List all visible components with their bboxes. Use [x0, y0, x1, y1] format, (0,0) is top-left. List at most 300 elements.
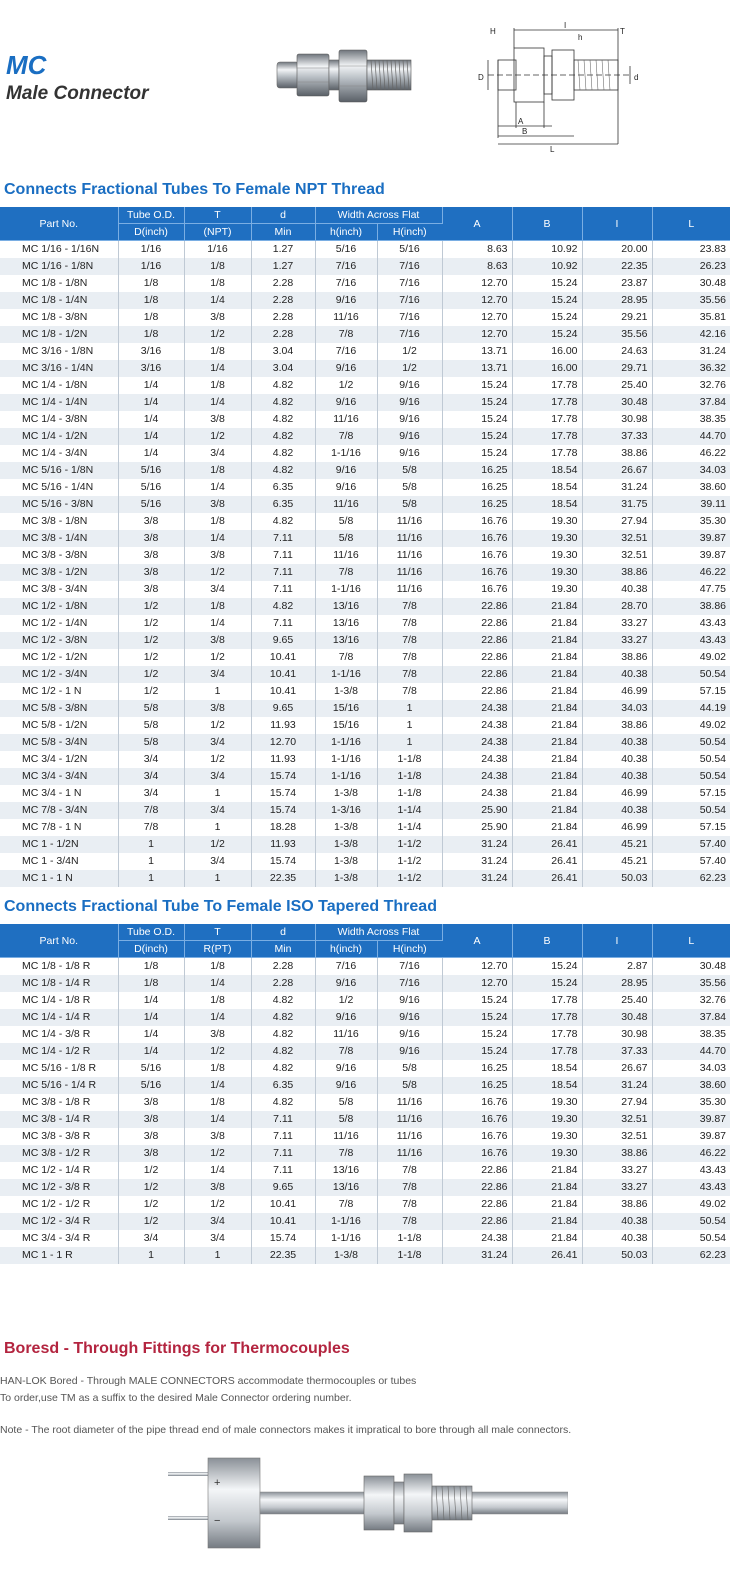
- table-row: [0, 992, 730, 1009]
- table-row: [0, 802, 730, 819]
- table-cell: 21.84: [512, 1230, 582, 1247]
- table-row: [0, 819, 730, 836]
- table-cell: 40.38: [582, 751, 652, 768]
- table-row: [0, 411, 730, 428]
- table-cell: 3/4: [184, 1230, 251, 1247]
- table-cell: 18.54: [512, 1060, 582, 1077]
- table-cell: 1/2: [184, 1145, 251, 1162]
- table-cell: 7/8: [377, 649, 442, 666]
- table-cell: 16.76: [442, 1111, 512, 1128]
- table-cell: 3/4: [184, 666, 251, 683]
- table-cell: 1/2: [118, 1196, 184, 1213]
- table-cell: 32.51: [582, 530, 652, 547]
- table-cell: 39.87: [652, 547, 730, 564]
- table-cell: 5/16: [118, 1060, 184, 1077]
- table-cell: 1/8: [118, 958, 184, 976]
- table-cell: 16.76: [442, 1145, 512, 1162]
- table-cell: 1/8: [184, 275, 251, 292]
- table-cell: 5/8: [377, 462, 442, 479]
- table-cell: 9/16: [315, 360, 377, 377]
- table-cell: 44.19: [652, 700, 730, 717]
- table-cell: 11/16: [377, 581, 442, 598]
- table-cell: 5/8: [118, 734, 184, 751]
- table-cell: MC 5/16 - 1/8N: [0, 462, 118, 479]
- table-cell: 3/4: [118, 785, 184, 802]
- table-cell: 2.28: [251, 309, 315, 326]
- table-cell: 5/8: [377, 1077, 442, 1094]
- table-cell: 7/16: [315, 343, 377, 360]
- table-cell: 4.82: [251, 1060, 315, 1077]
- table-cell: 3/8: [118, 547, 184, 564]
- col-b: B: [512, 924, 582, 958]
- table-cell: 16.76: [442, 564, 512, 581]
- table-cell: 9/16: [377, 445, 442, 462]
- bored-section-title: Boresd - Through Fittings for Thermocouples: [4, 1340, 350, 1357]
- table-cell: 1/2: [315, 377, 377, 394]
- table-cell: 7/16: [377, 292, 442, 309]
- table-cell: 23.87: [582, 275, 652, 292]
- table-cell: 24.38: [442, 768, 512, 785]
- table-cell: 50.54: [652, 1230, 730, 1247]
- table-row: [0, 258, 730, 275]
- col-d-unit: Min: [251, 224, 315, 241]
- table-cell: 7/8: [377, 1196, 442, 1213]
- table-cell: 15.24: [442, 1009, 512, 1026]
- table-cell: 18.54: [512, 1077, 582, 1094]
- table-cell: 50.54: [652, 802, 730, 819]
- table-cell: 40.38: [582, 734, 652, 751]
- table-cell: 1-1/16: [315, 581, 377, 598]
- table-cell: 15.24: [512, 958, 582, 976]
- table-cell: 1/8: [184, 598, 251, 615]
- table-cell: 40.38: [582, 802, 652, 819]
- table-cell: 9/16: [315, 1060, 377, 1077]
- table-cell: 10.92: [512, 241, 582, 259]
- table-cell: 38.86: [582, 717, 652, 734]
- table-cell: MC 7/8 - 3/4N: [0, 802, 118, 819]
- table-cell: 13.71: [442, 360, 512, 377]
- table-cell: MC 5/16 - 1/8 R: [0, 1060, 118, 1077]
- table-cell: 1-1/8: [377, 1230, 442, 1247]
- table-cell: 1/4: [184, 1111, 251, 1128]
- table-cell: 1-3/8: [315, 819, 377, 836]
- table-cell: 3.04: [251, 360, 315, 377]
- table-row: [0, 1213, 730, 1230]
- table-cell: MC 3/8 - 1/8N: [0, 513, 118, 530]
- table-cell: 16.76: [442, 547, 512, 564]
- table-cell: 3/8: [118, 1094, 184, 1111]
- table-cell: 25.90: [442, 819, 512, 836]
- table-cell: 17.78: [512, 377, 582, 394]
- table-cell: 1-1/2: [377, 853, 442, 870]
- table-row: [0, 377, 730, 394]
- table-cell: 1.27: [251, 258, 315, 275]
- table-row: [0, 1247, 730, 1264]
- table-cell: 4.82: [251, 598, 315, 615]
- table-cell: 33.27: [582, 1179, 652, 1196]
- table-cell: 7/8: [377, 615, 442, 632]
- col-b: B: [512, 207, 582, 241]
- table-cell: 1/8: [118, 309, 184, 326]
- table-row: [0, 275, 730, 292]
- table-cell: 22.86: [442, 666, 512, 683]
- table-cell: 4.82: [251, 1026, 315, 1043]
- table-cell: 17.78: [512, 428, 582, 445]
- table-cell: 15.24: [442, 428, 512, 445]
- col-d: d: [251, 924, 315, 941]
- drawing-label-B: B: [522, 127, 528, 136]
- table-cell: 38.86: [582, 445, 652, 462]
- table-cell: MC 5/16 - 1/4N: [0, 479, 118, 496]
- table-cell: 40.38: [582, 768, 652, 785]
- table-cell: 39.87: [652, 1111, 730, 1128]
- table-cell: 10.41: [251, 683, 315, 700]
- table-cell: 3/8: [184, 309, 251, 326]
- table-cell: 11/16: [315, 547, 377, 564]
- table-cell: 5/8: [118, 700, 184, 717]
- table-cell: 22.86: [442, 1162, 512, 1179]
- table-cell: 15.24: [442, 445, 512, 462]
- table-cell: 1: [377, 734, 442, 751]
- table-cell: 1-1/8: [377, 768, 442, 785]
- col-t: T: [184, 207, 251, 224]
- table-cell: 11/16: [315, 1026, 377, 1043]
- npt-section-title: Connects Fractional Tubes To Female NPT Thread: [4, 181, 385, 198]
- dimension-drawing: [470, 20, 650, 158]
- table-row: [0, 496, 730, 513]
- drawing-label-H: H: [490, 27, 496, 36]
- table-cell: 1/4: [184, 530, 251, 547]
- table-cell: 1: [184, 785, 251, 802]
- table-cell: 9/16: [315, 292, 377, 309]
- table-cell: 9.65: [251, 1179, 315, 1196]
- table-cell: 1/4: [184, 615, 251, 632]
- table-cell: 15.74: [251, 853, 315, 870]
- table-row: [0, 394, 730, 411]
- table-cell: 1/2: [184, 1043, 251, 1060]
- table-cell: 1/2: [118, 1213, 184, 1230]
- col-h-big: H(inch): [377, 941, 442, 958]
- table-cell: 35.56: [652, 292, 730, 309]
- table-cell: 15.74: [251, 785, 315, 802]
- table-cell: 7.11: [251, 1145, 315, 1162]
- table-row: [0, 1077, 730, 1094]
- table-cell: 1/2: [118, 632, 184, 649]
- table-cell: 31.24: [442, 1247, 512, 1264]
- table-cell: 1/4: [184, 1162, 251, 1179]
- table-cell: 1/8: [184, 258, 251, 275]
- table-cell: 1: [118, 836, 184, 853]
- table-cell: MC 1/2 - 1/8N: [0, 598, 118, 615]
- table-cell: 31.24: [442, 870, 512, 887]
- table-cell: 1/4: [184, 1077, 251, 1094]
- table-cell: 6.35: [251, 479, 315, 496]
- table-cell: 9/16: [377, 394, 442, 411]
- table-cell: 5/16: [118, 479, 184, 496]
- table-cell: 1/8: [184, 462, 251, 479]
- table-cell: MC 3/8 - 3/4N: [0, 581, 118, 598]
- table-cell: MC 3/4 - 3/4N: [0, 768, 118, 785]
- table-cell: 9/16: [315, 479, 377, 496]
- table-cell: MC 1/16 - 1/16N: [0, 241, 118, 259]
- table-cell: 26.41: [512, 1247, 582, 1264]
- table-cell: 1/2: [315, 992, 377, 1009]
- table-cell: 37.84: [652, 394, 730, 411]
- table-cell: 15/16: [315, 700, 377, 717]
- table-cell: 9/16: [377, 428, 442, 445]
- table-cell: 7/16: [315, 958, 377, 976]
- table-cell: 9/16: [315, 462, 377, 479]
- table-cell: 11/16: [315, 309, 377, 326]
- table-cell: 3/8: [118, 1128, 184, 1145]
- table-cell: 28.95: [582, 975, 652, 992]
- table-cell: 15.24: [442, 1043, 512, 1060]
- table-row: [0, 1179, 730, 1196]
- table-cell: 19.30: [512, 564, 582, 581]
- table-cell: 7.11: [251, 530, 315, 547]
- table-cell: 23.83: [652, 241, 730, 259]
- table-cell: 16.25: [442, 496, 512, 513]
- drawing-label-A: A: [518, 117, 524, 126]
- table-cell: 9/16: [315, 1077, 377, 1094]
- table-cell: 1-1/8: [377, 1247, 442, 1264]
- col-part-no: Part No.: [0, 924, 118, 958]
- table-cell: 57.15: [652, 819, 730, 836]
- table-cell: 19.30: [512, 513, 582, 530]
- table-cell: 46.99: [582, 785, 652, 802]
- table-cell: 16.00: [512, 360, 582, 377]
- table-cell: 24.38: [442, 717, 512, 734]
- table-cell: 1-1/16: [315, 445, 377, 462]
- table-cell: 4.82: [251, 411, 315, 428]
- table-row: [0, 615, 730, 632]
- table-cell: 3/4: [184, 581, 251, 598]
- table-cell: 7/8: [315, 326, 377, 343]
- table-row: [0, 343, 730, 360]
- table-cell: 9.65: [251, 700, 315, 717]
- table-cell: 7/8: [377, 1213, 442, 1230]
- table-cell: 5/8: [315, 1111, 377, 1128]
- table-cell: 22.86: [442, 615, 512, 632]
- col-a: A: [442, 924, 512, 958]
- table-cell: 1/2: [118, 683, 184, 700]
- table-cell: 30.48: [652, 958, 730, 976]
- table-cell: 3/8: [118, 564, 184, 581]
- table-cell: 21.84: [512, 717, 582, 734]
- table-cell: MC 5/8 - 3/8N: [0, 700, 118, 717]
- col-width-across-flat: Width Across Flat: [315, 207, 442, 224]
- table-cell: 1-3/8: [315, 870, 377, 887]
- table-cell: 50.54: [652, 1213, 730, 1230]
- table-cell: 38.60: [652, 479, 730, 496]
- table-cell: 1-3/8: [315, 683, 377, 700]
- table-cell: 21.84: [512, 683, 582, 700]
- table-cell: 3/4: [184, 1213, 251, 1230]
- table-cell: 16.76: [442, 530, 512, 547]
- table-cell: 7/16: [377, 309, 442, 326]
- table-cell: 62.23: [652, 1247, 730, 1264]
- table-cell: 2.28: [251, 958, 315, 976]
- table-row: [0, 683, 730, 700]
- table-cell: 19.30: [512, 1094, 582, 1111]
- table-cell: 12.70: [442, 275, 512, 292]
- table-cell: 24.38: [442, 1230, 512, 1247]
- table-cell: 46.22: [652, 564, 730, 581]
- table-cell: 1/2: [118, 598, 184, 615]
- table-row: [0, 1111, 730, 1128]
- table-cell: 16.25: [442, 462, 512, 479]
- table-cell: 32.51: [582, 547, 652, 564]
- col-i: I: [582, 924, 652, 958]
- table-cell: 4.82: [251, 428, 315, 445]
- table-row: [0, 836, 730, 853]
- col-tube-od: Tube O.D.: [118, 207, 184, 224]
- table-cell: 45.21: [582, 853, 652, 870]
- table-cell: 7/8: [377, 683, 442, 700]
- table-cell: 3/8: [184, 632, 251, 649]
- table-cell: 3/4: [118, 1230, 184, 1247]
- table-cell: 19.30: [512, 530, 582, 547]
- table-cell: MC 1/16 - 1/8N: [0, 258, 118, 275]
- table-row: [0, 428, 730, 445]
- table-cell: 11/16: [315, 496, 377, 513]
- table-cell: 3/16: [118, 343, 184, 360]
- table-cell: 13/16: [315, 615, 377, 632]
- table-cell: 15.24: [512, 975, 582, 992]
- table-cell: MC 3/8 - 1/8 R: [0, 1094, 118, 1111]
- table-cell: MC 1/8 - 1/4N: [0, 292, 118, 309]
- table-cell: 1/8: [184, 992, 251, 1009]
- table-cell: 13/16: [315, 1179, 377, 1196]
- table-cell: 5/8: [377, 496, 442, 513]
- table-cell: 1/4: [184, 394, 251, 411]
- table-cell: 1-1/8: [377, 751, 442, 768]
- table-cell: 31.75: [582, 496, 652, 513]
- table-cell: 1-3/8: [315, 1247, 377, 1264]
- table-cell: 38.86: [582, 564, 652, 581]
- table-cell: MC 5/8 - 3/4N: [0, 734, 118, 751]
- table-cell: 1/4: [118, 1009, 184, 1026]
- table-cell: 22.35: [251, 1247, 315, 1264]
- table-cell: MC 3/8 - 1/4 R: [0, 1111, 118, 1128]
- table-cell: 50.54: [652, 768, 730, 785]
- table-cell: MC 1/2 - 1/4 R: [0, 1162, 118, 1179]
- table-cell: 3/4: [184, 445, 251, 462]
- table-cell: 7/8: [315, 428, 377, 445]
- table-cell: 19.30: [512, 1145, 582, 1162]
- table-cell: 9/16: [377, 1009, 442, 1026]
- drawing-label-I: I: [564, 21, 567, 30]
- table-cell: 1-1/8: [377, 785, 442, 802]
- table-cell: 2.28: [251, 275, 315, 292]
- table-row: [0, 1162, 730, 1179]
- table-cell: 57.15: [652, 683, 730, 700]
- table-cell: 11/16: [377, 564, 442, 581]
- table-cell: 1/4: [118, 445, 184, 462]
- table-cell: 3/4: [184, 802, 251, 819]
- table-cell: 3/8: [184, 496, 251, 513]
- table-row: [0, 292, 730, 309]
- table-cell: 1-1/4: [377, 819, 442, 836]
- table-cell: 21.84: [512, 1162, 582, 1179]
- table-row: [0, 241, 730, 259]
- table-cell: 19.30: [512, 547, 582, 564]
- table-cell: 1/2: [184, 836, 251, 853]
- col-tube-od-unit: D(inch): [118, 941, 184, 958]
- product-code: MC: [6, 50, 47, 80]
- table-cell: 5/8: [377, 1060, 442, 1077]
- table-cell: 1/2: [118, 615, 184, 632]
- table-cell: 7/8: [118, 819, 184, 836]
- table-cell: 15.24: [512, 292, 582, 309]
- table-cell: 15.24: [442, 377, 512, 394]
- table-cell: 22.35: [251, 870, 315, 887]
- npt-table-header: [0, 207, 730, 241]
- table-cell: 1/2: [118, 1162, 184, 1179]
- thermocouple-illustration: [168, 1448, 568, 1570]
- npt-spec-table: [0, 207, 730, 887]
- table-cell: 1/4: [118, 428, 184, 445]
- table-cell: 27.94: [582, 513, 652, 530]
- table-cell: 11.93: [251, 836, 315, 853]
- table-cell: 7/8: [377, 1179, 442, 1196]
- table-cell: 7/8: [315, 1196, 377, 1213]
- table-cell: 1-3/16: [315, 802, 377, 819]
- table-cell: 22.86: [442, 683, 512, 700]
- table-cell: 50.54: [652, 734, 730, 751]
- table-cell: 38.35: [652, 1026, 730, 1043]
- table-cell: 5/16: [118, 462, 184, 479]
- table-row: [0, 734, 730, 751]
- table-cell: 17.78: [512, 992, 582, 1009]
- table-cell: 15.24: [442, 992, 512, 1009]
- table-cell: 1/16: [118, 258, 184, 275]
- table-cell: 1.27: [251, 241, 315, 259]
- table-cell: 1-3/8: [315, 836, 377, 853]
- table-cell: 39.87: [652, 530, 730, 547]
- table-cell: MC 1/4 - 1/4 R: [0, 1009, 118, 1026]
- table-cell: 50.54: [652, 666, 730, 683]
- table-cell: 21.84: [512, 598, 582, 615]
- table-cell: 46.22: [652, 1145, 730, 1162]
- table-cell: 1: [184, 1247, 251, 1264]
- table-row: [0, 598, 730, 615]
- table-cell: 3/4: [184, 853, 251, 870]
- col-h-small: h(inch): [315, 941, 377, 958]
- table-cell: 32.51: [582, 1111, 652, 1128]
- table-cell: 7/8: [315, 564, 377, 581]
- table-cell: 42.16: [652, 326, 730, 343]
- table-cell: 7/16: [377, 958, 442, 976]
- table-cell: 9.65: [251, 632, 315, 649]
- table-row: [0, 1196, 730, 1213]
- table-cell: 18.54: [512, 496, 582, 513]
- table-cell: 1/4: [118, 1026, 184, 1043]
- table-cell: 10.41: [251, 649, 315, 666]
- drawing-label-D: D: [478, 73, 484, 82]
- table-row: [0, 1009, 730, 1026]
- table-cell: 15.24: [512, 275, 582, 292]
- table-cell: 11/16: [377, 1145, 442, 1162]
- table-cell: 7/8: [315, 649, 377, 666]
- iso-table-header: [0, 924, 730, 958]
- table-cell: 1/2: [184, 326, 251, 343]
- table-cell: 12.70: [442, 326, 512, 343]
- table-cell: 12.70: [442, 309, 512, 326]
- table-cell: 13/16: [315, 1162, 377, 1179]
- table-cell: 8.63: [442, 241, 512, 259]
- table-cell: 46.22: [652, 445, 730, 462]
